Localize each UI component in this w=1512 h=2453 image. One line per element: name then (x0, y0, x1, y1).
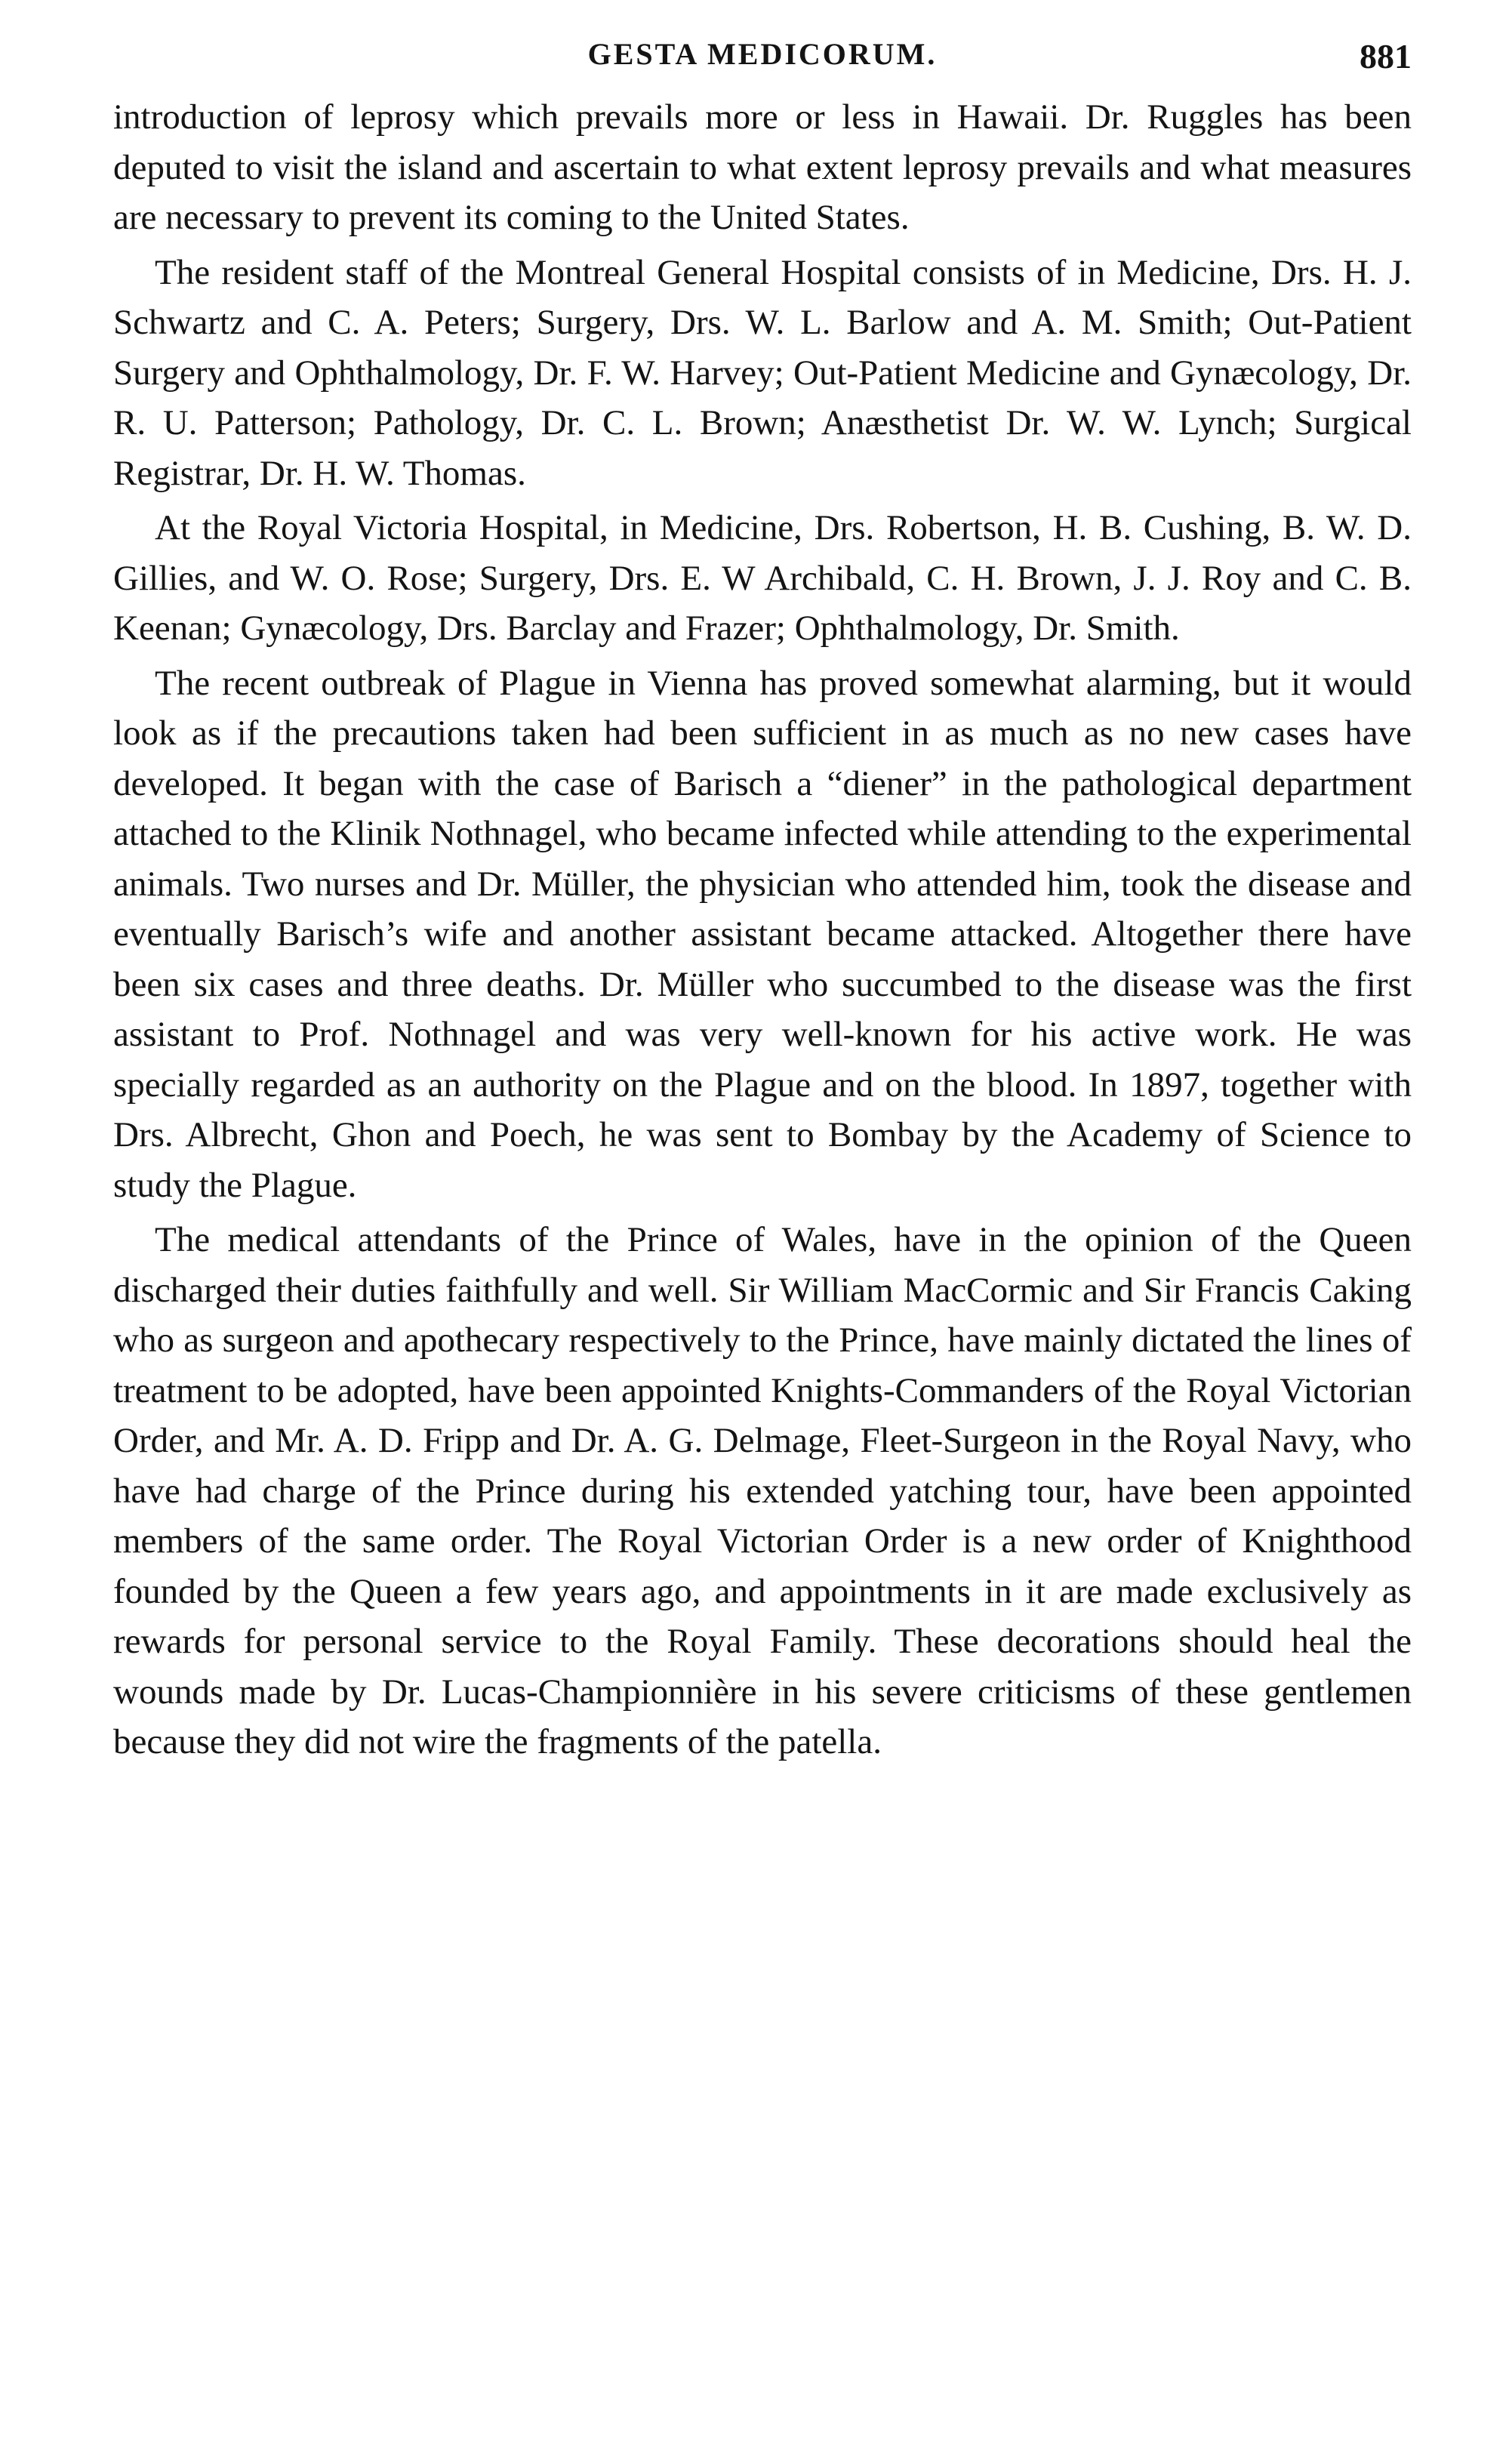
running-head (113, 23, 1412, 92)
paragraph-leprosy-continuation: introduction of leprosy which prevails more or less in Hawaii. Dr. Ruggles has been deputed to visit the island and ascertain to what extent leprosy prevails and what measures are necessary to prevent its coming to the United States. (113, 97, 1412, 237)
paragraph-vienna-plague: The recent outbreak of Plague in Vienna has proved somewhat alarming, but it would look as if the precautions taken had been sufficient in as much as no new cases have developed. It began with the case of Barisch a “diener” in the pathological department attached to the Klinik Nothnagel, who became infected while attending to the experimental animals. Two nurses and Dr. Müller, the physician who attended him, took the disease and eventually Barisch’s wife and another assistant became attacked. Altogether there have been six cases and three deaths. Dr. Müller who succumbed to the disease was the first assistant to Prof. Nothnagel and was very well-known for his active work. He was specially regarded as an authority on the Plague and on the blood. In 1897, together with Drs. Albrecht, Ghon and Poech, he was sent to Bombay by the Academy of Science to study the Plague. (113, 663, 1412, 1205)
paragraph-royal-victoria-staff: At the Royal Victoria Hospital, in Medicine, Drs. Robertson, H. B. Cushing, B. W. D. Gillies, and W. O. Rose; Surgery, Drs. E. W Archibald, C. H. Brown, J. J. Roy and C. B. Keenan; Gynæcology, Drs. Barclay and Frazer; Ophthalmology, Dr. Smith. (113, 508, 1412, 648)
paragraph-prince-of-wales-attendants: The medical attendants of the Prince of Wales, have in the opinion of the Queen discharged their duties faithfully and well. Sir William MacCormic and Sir Francis Caking who as surgeon and apothecary respectively to the Prince, have mainly dictated the lines of treatment to be adopted, have been appointed Knights-Commanders of the Royal Victorian Order, and Mr. A. D. Fripp and Dr. A. G. Delmage, Fleet-Surgeon in the Royal Navy, who have had charge of the Prince during his extended yatching tour, have been appointed members of the same order. The Royal Victorian Order is a new order of Knighthood founded by the Queen a few years ago, and appointments in it are made exclusively as rewards for personal service to the Royal Family. These decorations should heal the wounds made by Dr. Lucas-Championnière in his severe criticisms of these gentlemen because they did not wire the fragments of the patella. (113, 1220, 1412, 1761)
body-text (113, 92, 1412, 1767)
document-page (113, 23, 1412, 2431)
paragraph-montreal-general-staff: The resident staff of the Montreal General Hospital consists of in Medicine, Drs. H. J. Schwartz and C. A. Peters; Surgery, Drs. W. L. Barlow and A. M. Smith; Out-Patient Surgery and Ophthalmology, Dr. F. W. Harvey; Out-Patient Medicine and Gynæcology, Dr. R. U. Patterson; Pathology, Dr. C. L. Brown; Anæsthetist Dr. W. W. Lynch; Surgical Registrar, Dr. H. W. Thomas. (113, 252, 1412, 493)
running-title: GESTA MEDICORUM. (587, 37, 938, 71)
page-number: 881 (1360, 37, 1412, 76)
